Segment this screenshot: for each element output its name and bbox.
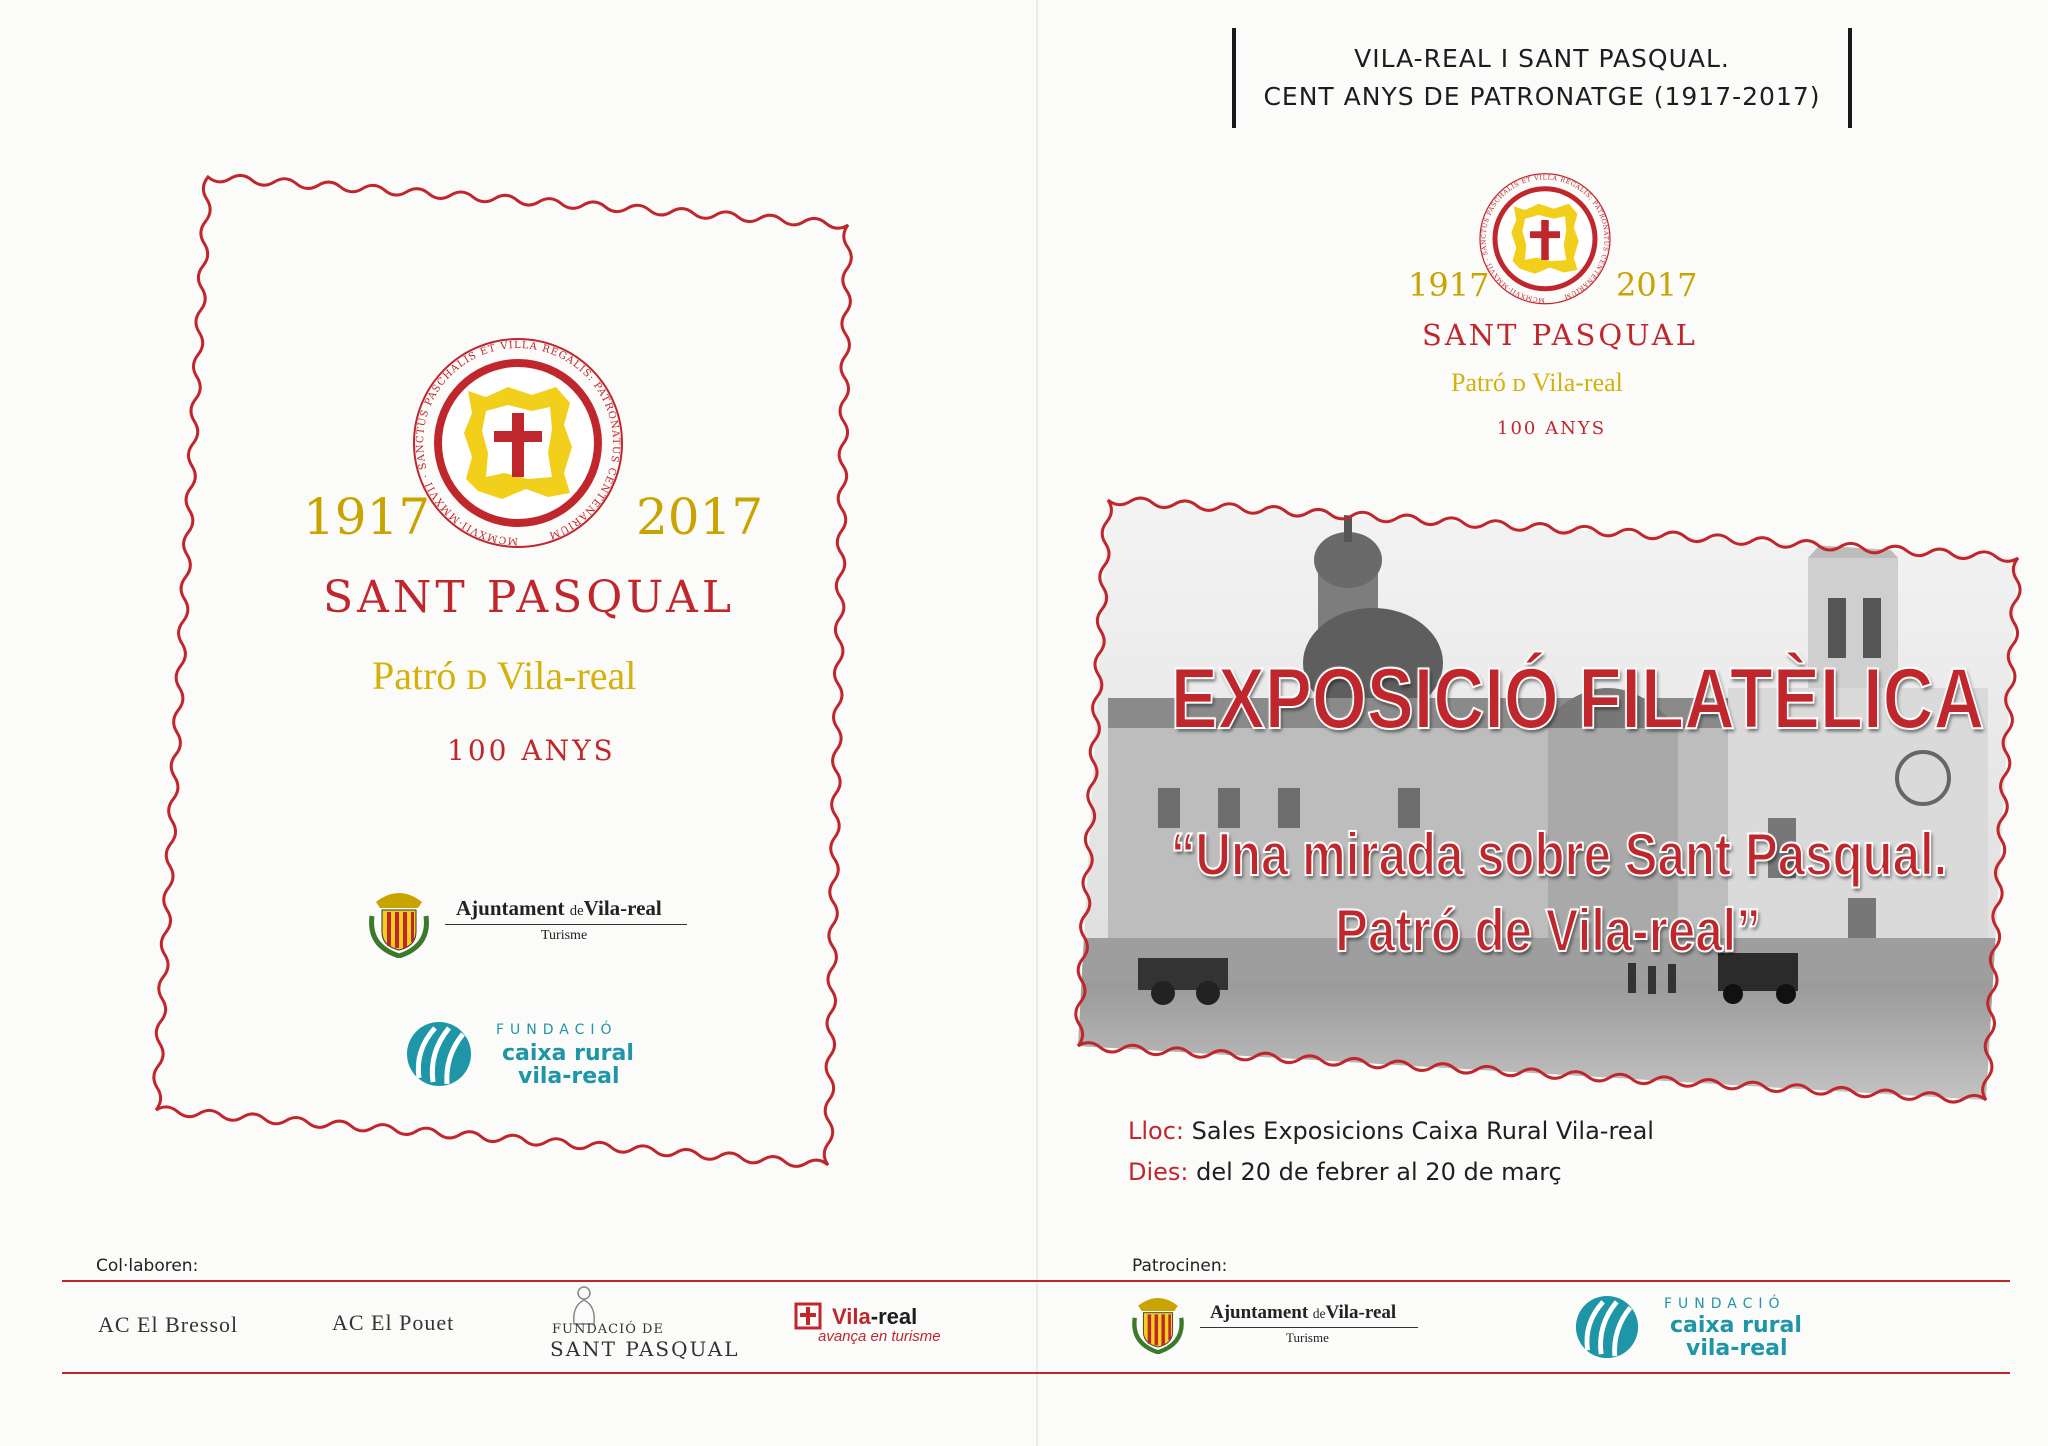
fundacio-label: FUNDACIÓ: [496, 1022, 618, 1038]
fsp-main: SANT PASQUAL: [550, 1337, 740, 1361]
sponsors-label: Patrocinen:: [1132, 1256, 1228, 1276]
year-start-right: 1917: [1408, 266, 1490, 304]
ajuntament-footer-name: Ajuntament deVila-real: [1210, 1302, 1397, 1323]
church-photo: [1068, 488, 2028, 1113]
title-line-1: VILA-REAL I SANT PASQUAL.: [1354, 44, 1730, 73]
lloc-line: Lloc: Sales Exposicions Caixa Rural Vila-real: [1128, 1117, 1654, 1145]
exhibition-title: EXPOSICIÓ FILATÈLICA: [1170, 651, 1985, 747]
anys-text: 100 ANYS: [447, 734, 616, 767]
exhibition-subtitle-2: Patró de Vila-real”: [1335, 897, 1761, 964]
patro-text: Patró ᴅ Vila-real: [372, 653, 637, 698]
coat-of-arms-icon: [368, 886, 430, 958]
vilareal-name: Vila-real: [832, 1304, 918, 1329]
fundacio-name: caixa rural vila-real: [502, 1041, 634, 1090]
fsp-top: FUNDACIÓ DE: [552, 1322, 664, 1337]
year-end-right: 2017: [1616, 266, 1698, 304]
ajuntament-footer-underline: [1200, 1327, 1418, 1328]
exhibition-subtitle-1: “Una mirada sobre Sant Pasqual.: [1170, 821, 1948, 888]
seal-right: [1475, 170, 1615, 320]
patro-text-right: Patró ᴅ Vila-real: [1451, 368, 1623, 397]
title-line-2: CENT ANYS DE PATRONATGE (1917-2017): [1263, 82, 1821, 111]
footer-top-rule: [62, 1280, 2010, 1282]
fundacio-footer-name: caixa rural vila-real: [1670, 1313, 1802, 1362]
footer-bottom-rule: [62, 1372, 2010, 1374]
fundacio-footer-label: FUNDACIÓ: [1664, 1296, 1786, 1312]
page-fold: [1036, 0, 1038, 1446]
seal-left: [408, 333, 628, 573]
collaborator-pouet: AC El Pouet: [332, 1310, 455, 1335]
ajuntament-sub: Turisme: [541, 928, 588, 943]
anys-text-right: 100 ANYS: [1497, 418, 1607, 439]
seal-inscription: MCMXVII·MMXVII · SANCTUS PASCHALIS ET VILLA REGALIS: PATRONATUS CENTENARIUM: [414, 339, 622, 547]
saint-name-right: SANT PASQUAL: [1422, 318, 1698, 352]
caixa-rural-icon: [405, 1020, 473, 1088]
ajuntament-underline: [445, 924, 687, 925]
dies-line: Dies: del 20 de febrer al 20 de març: [1128, 1158, 1562, 1186]
coat-of-arms-footer-icon: [1130, 1292, 1186, 1354]
vilareal-sub: avança en turisme: [818, 1328, 941, 1345]
vilareal-logo-icon: [794, 1302, 822, 1330]
collaborate-label: Col·laboren:: [96, 1256, 199, 1276]
collaborator-bressol: AC El Bressol: [98, 1312, 239, 1337]
ajuntament-footer-sub: Turisme: [1286, 1330, 1329, 1345]
year-end: 2017: [636, 488, 764, 546]
ajuntament-name: Ajuntament deVila-real: [456, 896, 662, 920]
photo-stamp: [1068, 488, 2028, 1113]
seal-inscription-right: MCMXVII·MMXVII · SANCTUS PASCHALIS ET VILLA REGALIS: PATRONATUS CENTENARIUM: [1480, 174, 1610, 304]
year-start: 1917: [303, 488, 431, 546]
saint-name: SANT PASQUAL: [323, 572, 736, 623]
saint-figure-icon: [566, 1284, 602, 1326]
caixa-rural-footer-icon: [1574, 1294, 1640, 1360]
publication-title: [1232, 28, 1852, 128]
